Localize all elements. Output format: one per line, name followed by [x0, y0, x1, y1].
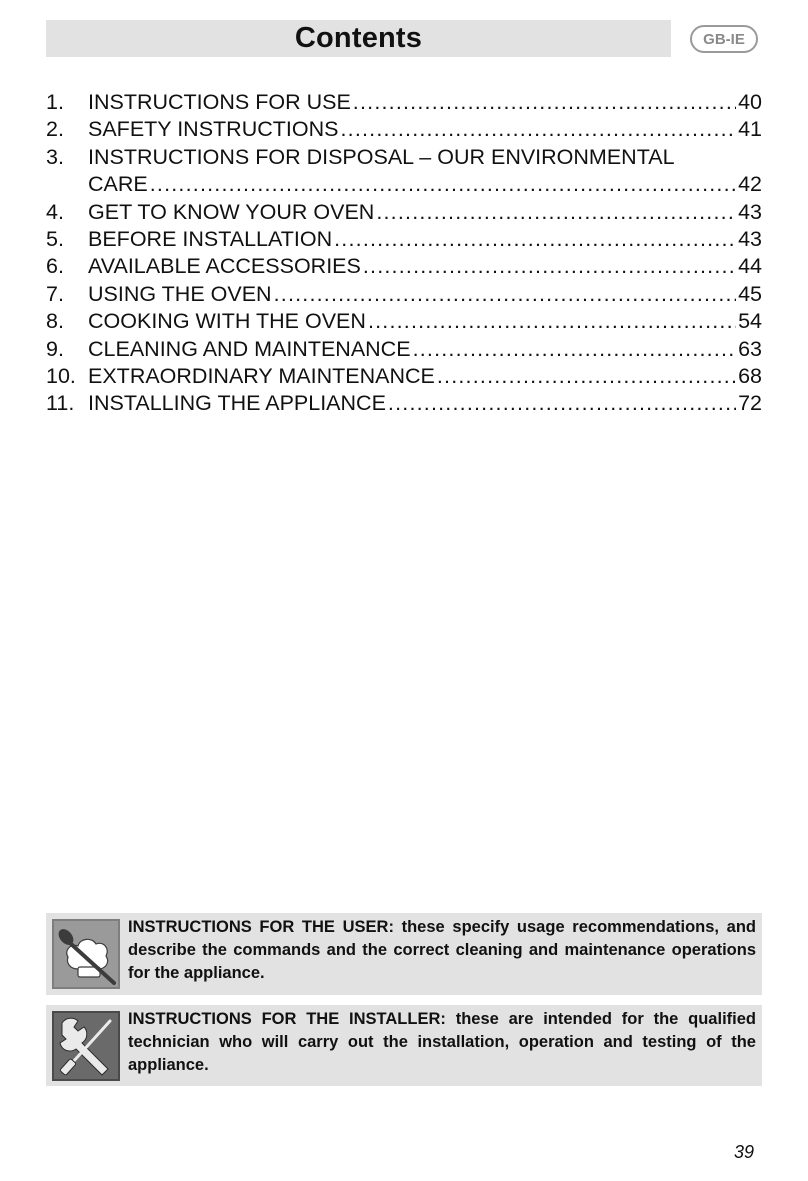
user-instructions-note: [46, 913, 762, 995]
page-number: 39: [733, 1142, 754, 1162]
toc-entry-page: 40: [738, 90, 762, 114]
toc-entry-number: 10.: [46, 363, 76, 388]
toc-entry: [46, 171, 762, 198]
toc-entry-page: 41: [738, 117, 762, 142]
toc-entry-page: 42: [738, 172, 762, 197]
toc-entry-page: 44: [738, 254, 762, 279]
chef-hat-spoon-icon: [52, 919, 120, 989]
toc-entry-number: 7.: [46, 281, 64, 306]
toc-entry-label: INSTALLING THE APPLIANCE: [88, 391, 386, 416]
toc-leader-dots: [340, 116, 736, 143]
toc-entry-number: 11.: [46, 391, 75, 416]
toc-entry-page: 72: [738, 391, 762, 416]
toc-entry: [46, 390, 762, 417]
toc-leader-dots: [413, 336, 737, 363]
toc-leader-dots: [334, 226, 736, 253]
toc-entry-label: EXTRAORDINARY MAINTENANCE: [88, 363, 435, 388]
toc-entry-number: 1.: [46, 90, 64, 114]
toc-entry-label: AVAILABLE ACCESSORIES: [88, 254, 361, 279]
toc-entry: [46, 253, 762, 280]
toc-entry-label: BEFORE INSTALLATION: [88, 226, 333, 251]
installer-instructions-text: INSTRUCTIONS FOR THE INSTALLER: these are intended for the qualified technician who will carry out the installation, operation and testing of the appliance.: [128, 1010, 756, 1074]
toc-entry-number: 2.: [46, 117, 64, 142]
toc-leader-dots: [274, 281, 736, 308]
toc-entry-label: INSTRUCTIONS FOR USE: [88, 90, 351, 114]
toc-entry-label: INSTRUCTIONS FOR DISPOSAL – OUR ENVIRONMENTAL: [88, 144, 675, 169]
toc-entry-number: 3.: [46, 144, 64, 169]
toc-entry: [46, 199, 762, 226]
toc-entry: [46, 144, 762, 171]
toc-entry-label: USING THE OVEN: [88, 281, 272, 306]
toc-entry-number: 8.: [46, 309, 64, 334]
toc-entry-page: 43: [738, 226, 762, 251]
toc-leader-dots: [150, 171, 736, 198]
user-instructions-text: INSTRUCTIONS FOR THE USER: these specify usage recommendations, and describe the commands and the correct cleaning and maintenance operations for the appliance.: [128, 918, 756, 982]
toc-entry-label: GET TO KNOW YOUR OVEN: [88, 199, 375, 224]
title-bar: [46, 20, 671, 57]
toc-leader-dots: [363, 253, 736, 280]
toc-leader-dots: [376, 199, 736, 226]
toc-entry: [46, 336, 762, 363]
toc-entry-number: 4.: [46, 199, 64, 224]
table-of-contents: [46, 89, 762, 418]
toc-entry: [46, 363, 762, 390]
installer-instructions-note: [46, 1005, 762, 1086]
toc-leader-dots: [437, 363, 736, 390]
toc-entry-label: COOKING WITH THE OVEN: [88, 309, 366, 334]
toc-leader-dots: [353, 89, 736, 116]
toc-entry-page: 45: [738, 281, 762, 306]
toc-leader-dots: [388, 390, 736, 417]
toc-entry-page: 43: [738, 199, 762, 224]
region-badge: GB-IE: [690, 25, 758, 53]
toc-entry: [46, 89, 762, 116]
toc-entry-label: CLEANING AND MAINTENANCE: [88, 336, 411, 361]
toc-entry-number: 9.: [46, 336, 64, 361]
toc-entry-page: 63: [738, 336, 762, 361]
toc-entry: [46, 226, 762, 253]
page-title: Contents: [294, 22, 423, 54]
toc-entry-label: CARE: [88, 172, 148, 197]
toc-entry-number: 5.: [46, 226, 64, 251]
toc-entry: [46, 281, 762, 308]
toc-leader-dots: [368, 308, 736, 335]
toc-entry: [46, 308, 762, 335]
toc-entry-label: SAFETY INSTRUCTIONS: [88, 117, 339, 142]
wrench-screwdriver-icon: [52, 1011, 120, 1081]
toc-entry-page: 68: [738, 363, 762, 388]
toc-entry: [46, 116, 762, 143]
toc-entry-page: 54: [738, 309, 762, 334]
toc-entry-number: 6.: [46, 254, 64, 279]
